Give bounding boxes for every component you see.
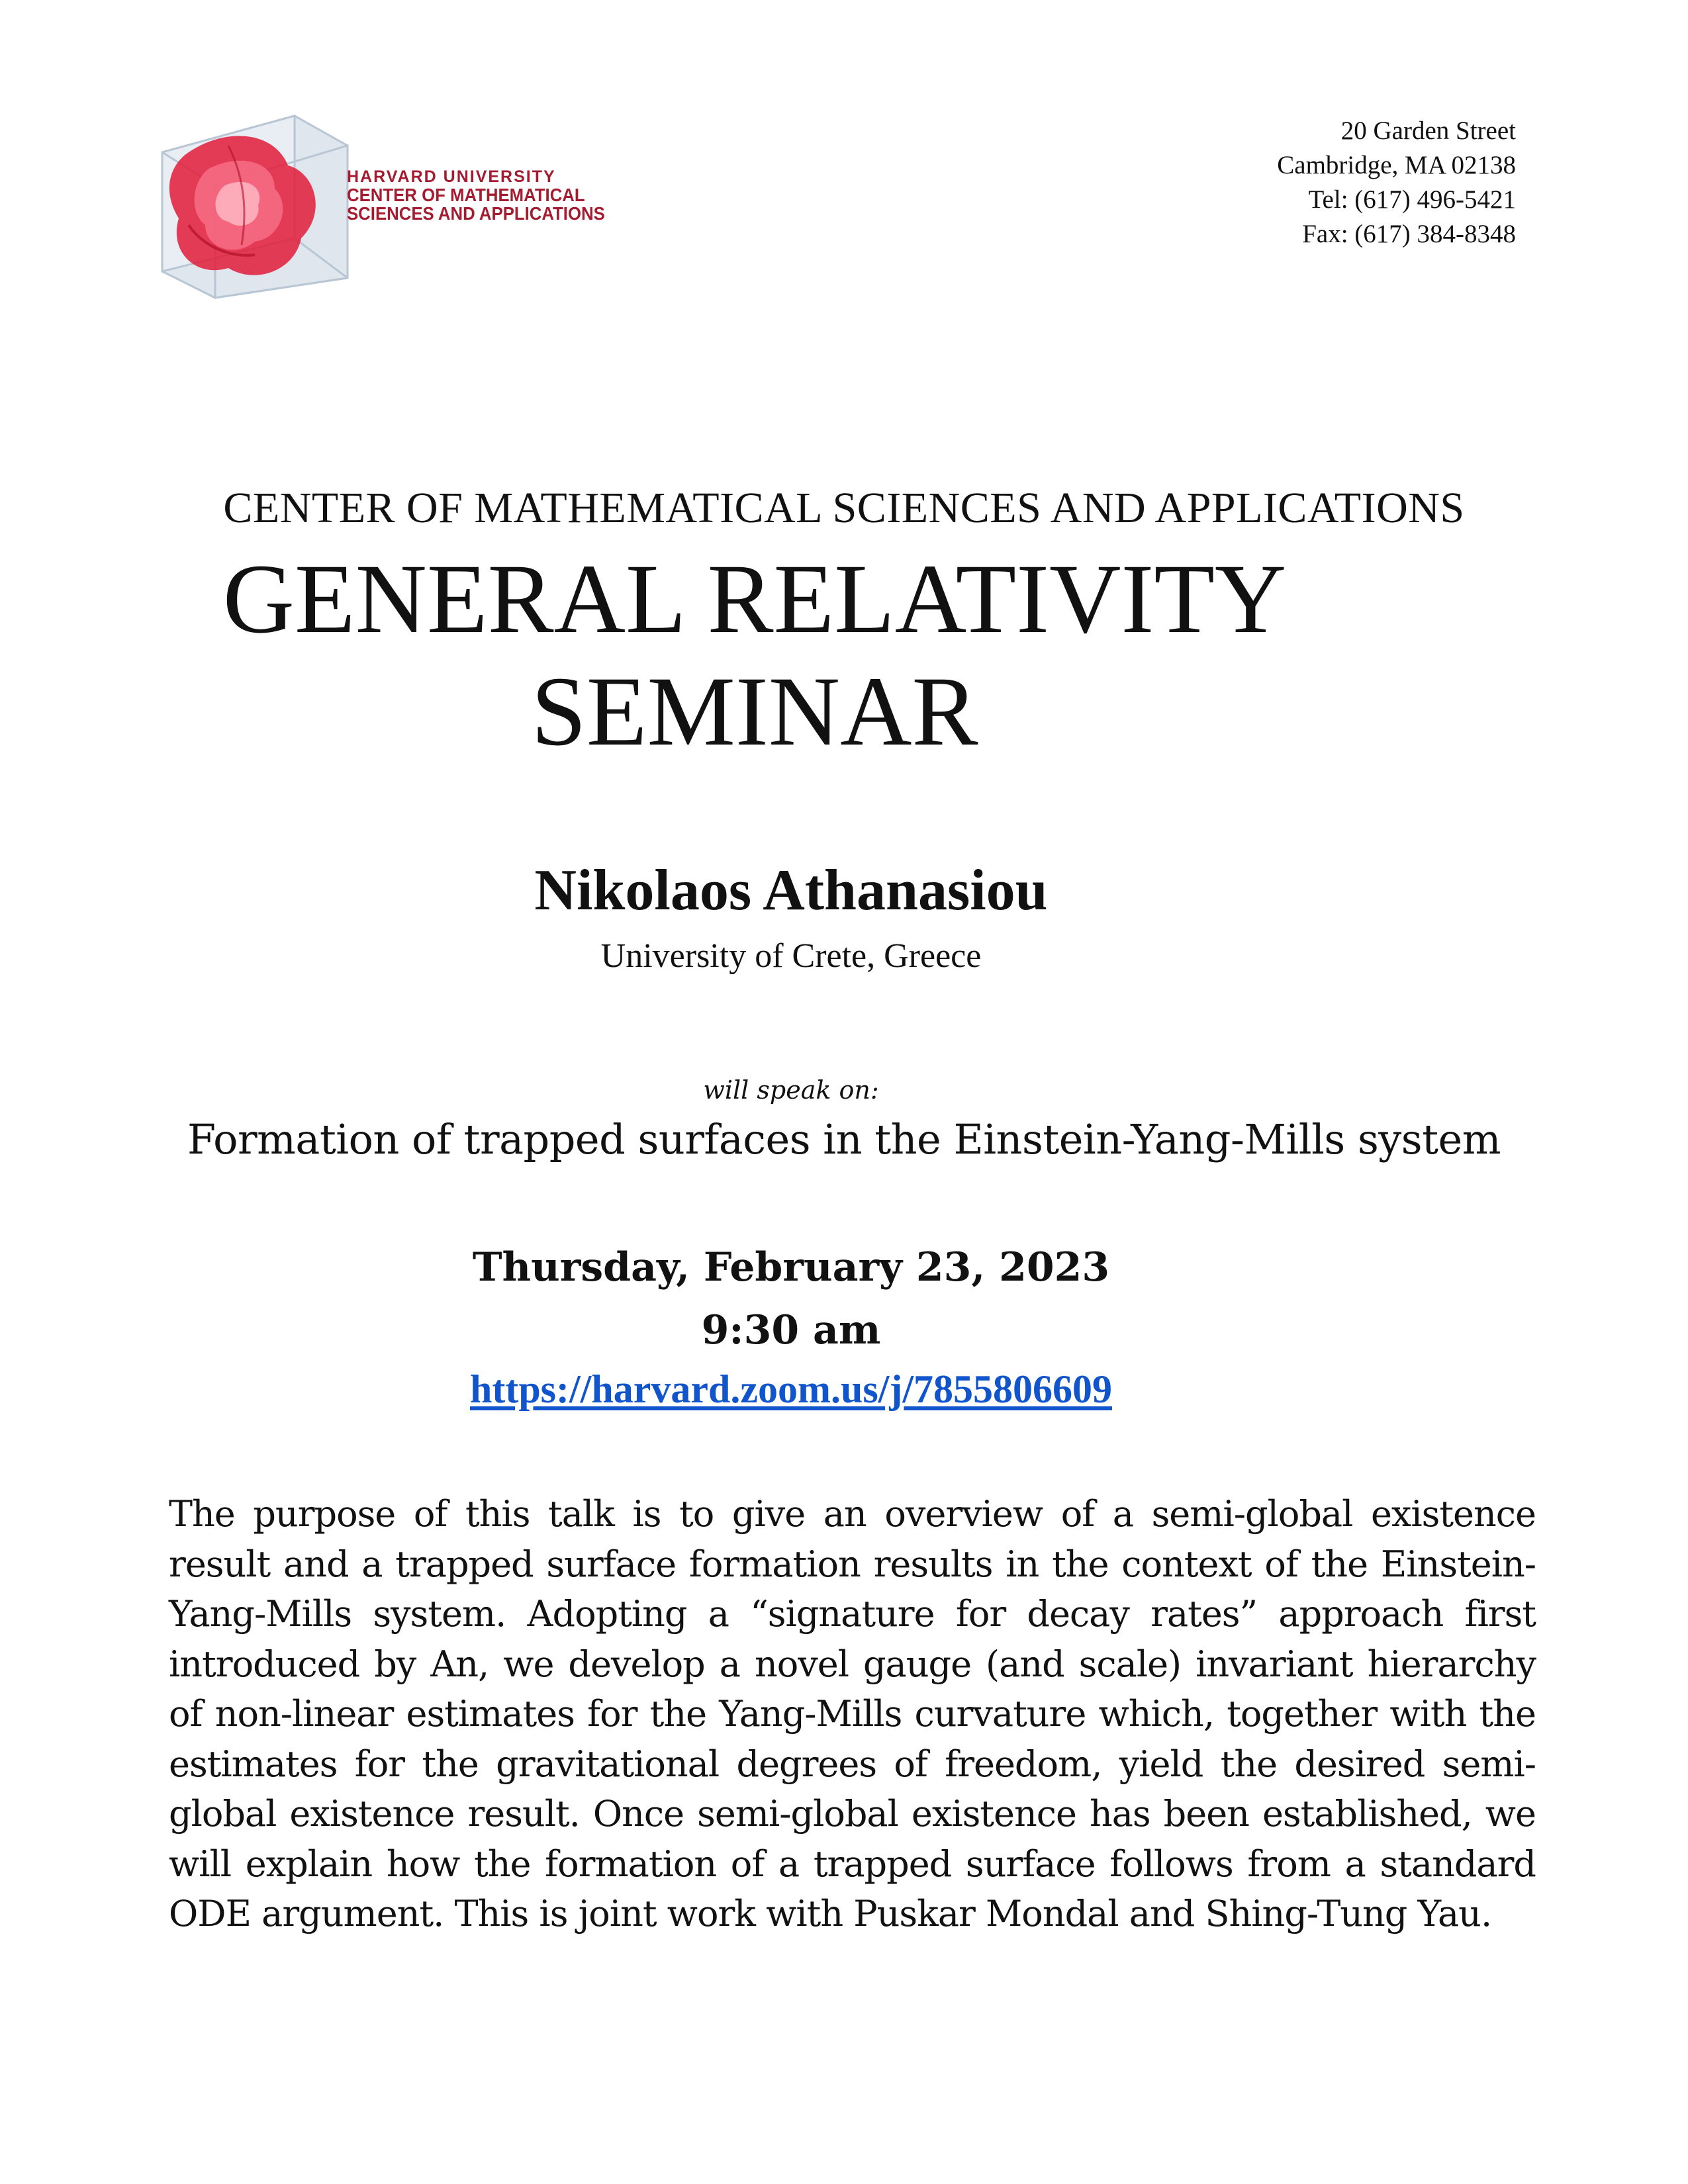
address-city: Cambridge, MA 02138 bbox=[1277, 151, 1516, 179]
seminar-title bbox=[93, 543, 1417, 768]
abstract-text: The purpose of this talk is to give an overview of a semi-global existence result and a trapped surface formation results in the context of the Einstein-Yang-Mills system. Adopting a “signature for decay rates” approach first introduced by An, we develop a novel gauge (and scale) invariant hierarchy of non-linear estimates for the Yang-Mills curvature which, together with the estimates for the gravitational degrees of freedom, yield the desired semi-global existence result. Once semi-global existence has been established, we will explain how the formation of a trapped surface follows from a standard ODE argument. This is joint work with Puskar Mondal and Shing-Tung Yau. bbox=[169, 1493, 1536, 1934]
center-name: CENTER OF MATHEMATICAL SCIENCES AND APPLICATIONS bbox=[223, 484, 1465, 532]
speaker-affiliation: University of Crete, Greece bbox=[600, 937, 982, 975]
seminar-title-line2: SEMINAR bbox=[531, 657, 978, 766]
event-date: Thursday, February 23, 2023 bbox=[472, 1244, 1110, 1291]
address-tel: Tel: (617) 496-5421 bbox=[1308, 185, 1516, 214]
address-fax: Fax: (617) 384-8348 bbox=[1302, 220, 1516, 248]
speaker-name: Nikolaos Athanasiou bbox=[534, 858, 1048, 923]
talk-title: Formation of trapped surfaces in the Einstein-Yang-Mills system bbox=[187, 1115, 1501, 1163]
logo-line-university: HARVARD UNIVERSITY bbox=[347, 167, 556, 186]
event-time: 9:30 am bbox=[701, 1307, 881, 1353]
will-speak-label: will speak on: bbox=[703, 1075, 879, 1105]
address-block bbox=[1277, 114, 1516, 251]
zoom-link[interactable]: https://harvard.zoom.us/j/7855806609 bbox=[469, 1367, 1113, 1411]
cmsa-cube-logo-icon bbox=[149, 106, 361, 304]
seminar-title-line1: GENERAL RELATIVITY bbox=[222, 544, 1287, 654]
logo-line-sciences: SCIENCES AND APPLICATIONS bbox=[347, 203, 605, 224]
address-street: 20 Garden Street bbox=[1340, 116, 1516, 145]
institution-logo-text bbox=[347, 169, 628, 224]
logo-line-center: CENTER OF MATHEMATICAL bbox=[347, 184, 585, 205]
